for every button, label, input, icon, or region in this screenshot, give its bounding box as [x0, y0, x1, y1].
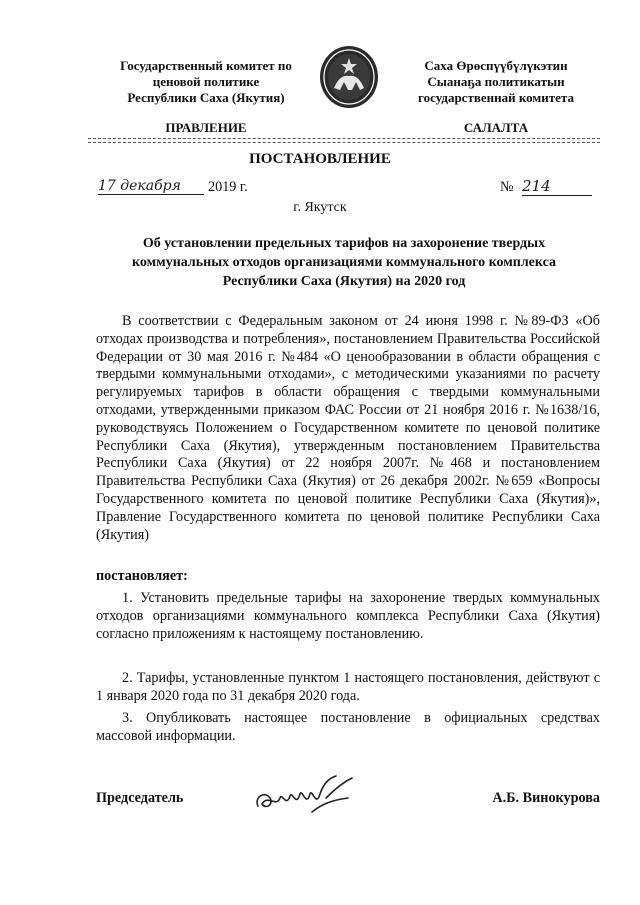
item-2: 2. Тарифы, установленные пунктом 1 настоящего постановления, действуют с 1 января 2020 года по 31 декабря 2020 года.	[96, 670, 600, 704]
date-block	[96, 176, 266, 200]
date-handwritten: 17 декабря	[98, 178, 204, 195]
resolves-label: постановляет:	[96, 568, 188, 584]
subject-line-2: коммунальных отходов организациями коммунального комплекса	[132, 255, 556, 270]
signature-name: А.Б. Винокурова	[492, 790, 600, 806]
header-left-sub: ПРАВЛЕНИЕ	[165, 120, 247, 135]
header-right-line-1: Саха Өрөспүүбүлүкэтин	[424, 58, 568, 73]
number-handwritten: 214	[522, 177, 592, 196]
header-right-line-3: государственнай комитета	[418, 90, 574, 105]
preamble-paragraph: В соответствии с Федеральным законом от 24 июня 1998 г. №89-ФЗ «Об отходах производства и потребления», постановлением Правительства Российской Федерации от 30 мая 2016 г. №484 «О ценообразовании в области обращения с твердыми коммунальными отходами», с методическими указаниями по расчету регулируемых тарифов в области обращения с твердыми коммунальными отходами, утвержденными приказом ФАС России от 21 ноября 2016 г. №1638/16, руководствуясь Положением о Государственном комитете по ценовой политике Республики Саха (Якутия), утвержденным постановлением Правительства Республики Саха (Якутия) от 22 ноября 2007г. №468 и постановлением Правительства Республики Саха (Якутия) от 26 декабря 2002г. №659 «Вопросы Государственного комитета по ценовой политике Республики Саха (Якутия)», Правление Государственного комитета по ценовой политике Республики Саха (Якутия)	[96, 313, 600, 543]
header-divider-top	[88, 138, 600, 139]
item-1: 1. Установить предельные тарифы на захоронение твердых коммунальных отходов организациями коммунального комплекса Республики Саха (Якутия) согласно приложениям к настоящему постановлению.	[96, 590, 600, 642]
signature-icon	[252, 768, 362, 820]
header-right-line-2: Сыанаҕа политикатын	[427, 74, 565, 89]
header-right	[392, 58, 600, 106]
page-title: ПОСТАНОВЛЕНИЕ	[249, 151, 391, 167]
number-block	[500, 176, 600, 200]
header-right-sub: САЛАЛТА	[463, 120, 529, 135]
item-3: 3. Опубликовать настоящее постановление в официальных средствах массовой информации.	[96, 710, 600, 744]
header-left-line-1: Государственный комитет по	[120, 58, 292, 73]
header-divider-bottom	[88, 142, 600, 143]
header-left-line-3: Республики Саха (Якутия)	[127, 90, 285, 105]
signature-position: Председатель	[96, 790, 184, 806]
subject	[88, 234, 600, 291]
date-year: 2019 г.	[208, 179, 248, 195]
header-left	[100, 58, 312, 106]
header-left-line-2: ценовой политике	[152, 74, 260, 89]
number-label: №	[500, 179, 514, 195]
subject-line-3: Республики Саха (Якутия) на 2020 год	[222, 274, 466, 289]
emblem-icon	[318, 44, 380, 110]
city: г. Якутск	[293, 200, 347, 215]
subject-line-1: Об установлении предельных тарифов на захоронение твердых	[142, 236, 546, 251]
